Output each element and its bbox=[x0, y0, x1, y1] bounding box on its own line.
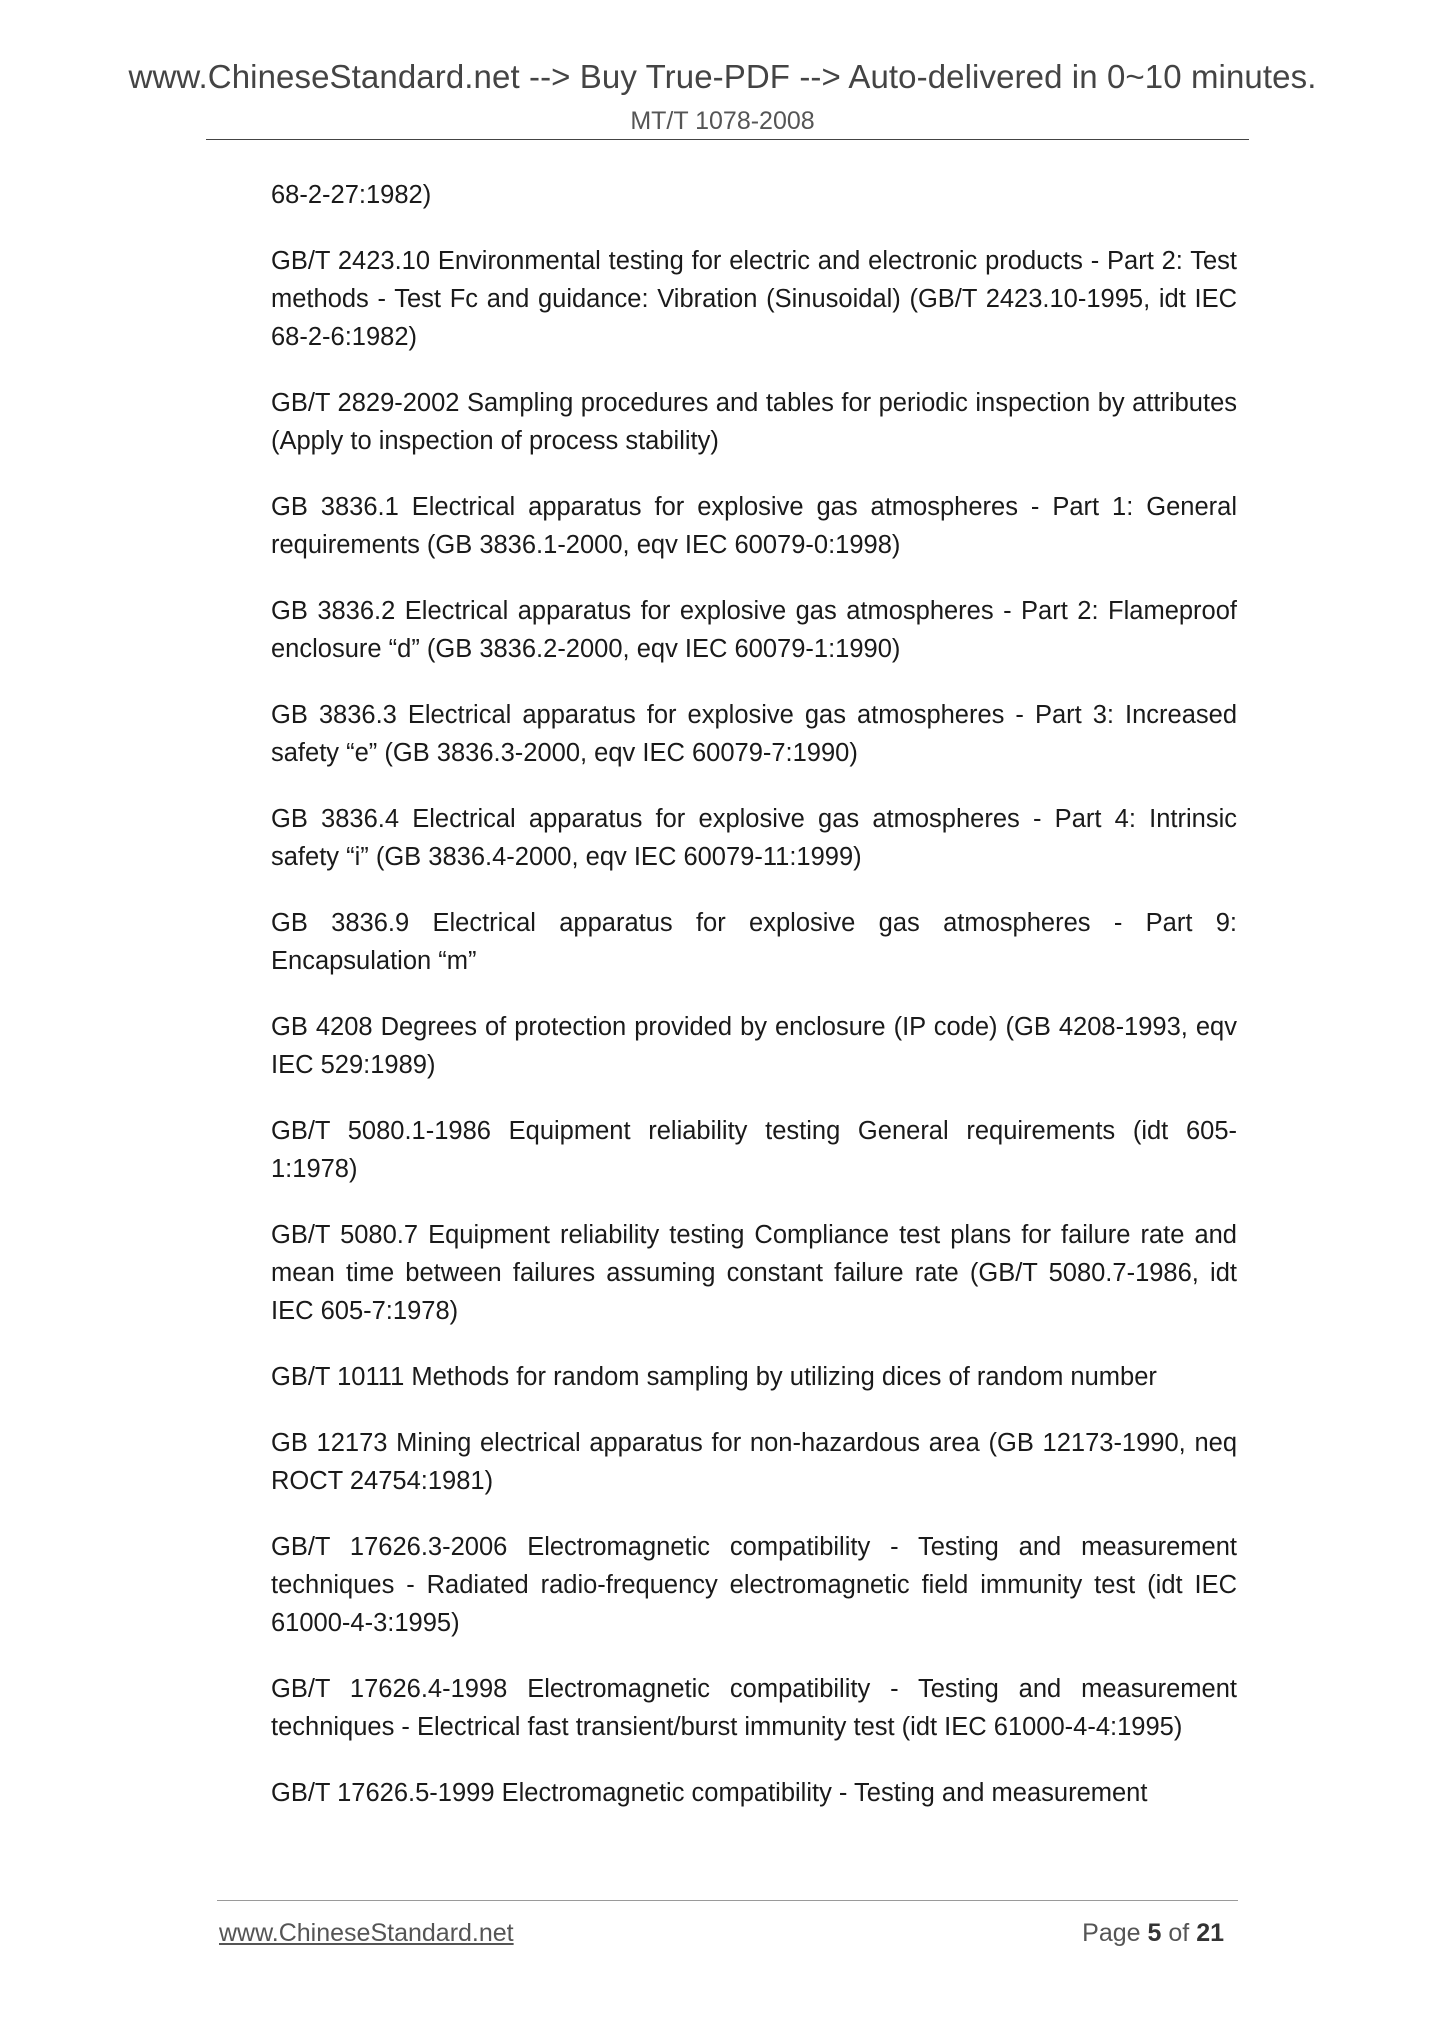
footer-divider bbox=[217, 1900, 1238, 1901]
reference-paragraph: GB/T 17626.3-2006 Electromagnetic compatibility - Testing and measurement techniques - Radiated radio-frequency electromagnetic field immunity test (idt IEC 61000-4-3:1995) bbox=[271, 1533, 1237, 1637]
reference-paragraph: GB/T 17626.5-1999 Electromagnetic compatibility - Testing and measurement bbox=[271, 1779, 1148, 1807]
page-prefix: Page bbox=[1082, 1919, 1141, 1947]
page-of: of bbox=[1168, 1919, 1190, 1947]
reference-paragraph: GB 3836.4 Electrical apparatus for explosive gas atmospheres - Part 4: Intrinsic safety “i” (GB 3836.4-2000, eqv IEC 60079-11:1999) bbox=[271, 805, 1237, 871]
reference-paragraph: GB 4208 Degrees of protection provided by enclosure (IP code) (GB 4208-1993, eqv IEC 529:1989) bbox=[271, 1013, 1237, 1079]
page-total: 21 bbox=[1196, 1919, 1224, 1947]
page-indicator bbox=[1082, 1919, 1224, 1948]
reference-paragraph: GB 12173 Mining electrical apparatus for non-hazardous area (GB 12173-1990, neq ROCT 24754:1981) bbox=[271, 1429, 1237, 1495]
reference-paragraph: GB 3836.9 Electrical apparatus for explosive gas atmospheres - Part 9: Encapsulation “m” bbox=[271, 909, 1237, 975]
reference-paragraph: 68-2-27:1982) bbox=[271, 181, 432, 209]
footer-site-link[interactable]: www.ChineseStandard.net bbox=[219, 1919, 514, 1947]
reference-paragraph: GB/T 2423.10 Environmental testing for electric and electronic products - Part 2: Test methods - Test Fc and guidance: Vibration (Sinusoidal) (GB/T 2423.10-1995, idt IEC 68-2-6:1982) bbox=[271, 247, 1237, 351]
reference-paragraph: GB 3836.1 Electrical apparatus for explosive gas atmospheres - Part 1: General requirements (GB 3836.1-2000, eqv IEC 60079-0:1998) bbox=[271, 493, 1237, 559]
reference-paragraph: GB/T 5080.1-1986 Equipment reliability testing General requirements (idt 605-1:1978) bbox=[271, 1117, 1237, 1183]
reference-paragraph: GB 3836.3 Electrical apparatus for explosive gas atmospheres - Part 3: Increased safety “e” (GB 3836.3-2000, eqv IEC 60079-7:1990) bbox=[271, 701, 1237, 767]
reference-paragraph: GB/T 2829-2002 Sampling procedures and tables for periodic inspection by attributes (Apply to inspection of process stability) bbox=[271, 389, 1237, 455]
reference-paragraph: GB/T 10111 Methods for random sampling by utilizing dices of random number bbox=[271, 1363, 1157, 1391]
document-body bbox=[271, 176, 1237, 1840]
page-current: 5 bbox=[1147, 1919, 1162, 1947]
header-divider bbox=[206, 139, 1249, 140]
site-banner: www.ChineseStandard.net --> Buy True-PDF --> Auto-delivered in 0~10 minutes. bbox=[128, 58, 1317, 95]
reference-paragraph: GB/T 5080.7 Equipment reliability testing Compliance test plans for failure rate and mean time between failures assuming constant failure rate (GB/T 5080.7-1986, idt IEC 605-7:1978) bbox=[271, 1221, 1237, 1325]
standard-code: MT/T 1078-2008 bbox=[630, 107, 815, 135]
reference-paragraph: GB 3836.2 Electrical apparatus for explosive gas atmospheres - Part 2: Flameproof enclosure “d” (GB 3836.2-2000, eqv IEC 60079-1:1990) bbox=[271, 597, 1237, 663]
reference-paragraph: GB/T 17626.4-1998 Electromagnetic compatibility - Testing and measurement techniques - Electrical fast transient/burst immunity test (idt IEC 61000-4-4:1995) bbox=[271, 1675, 1237, 1741]
